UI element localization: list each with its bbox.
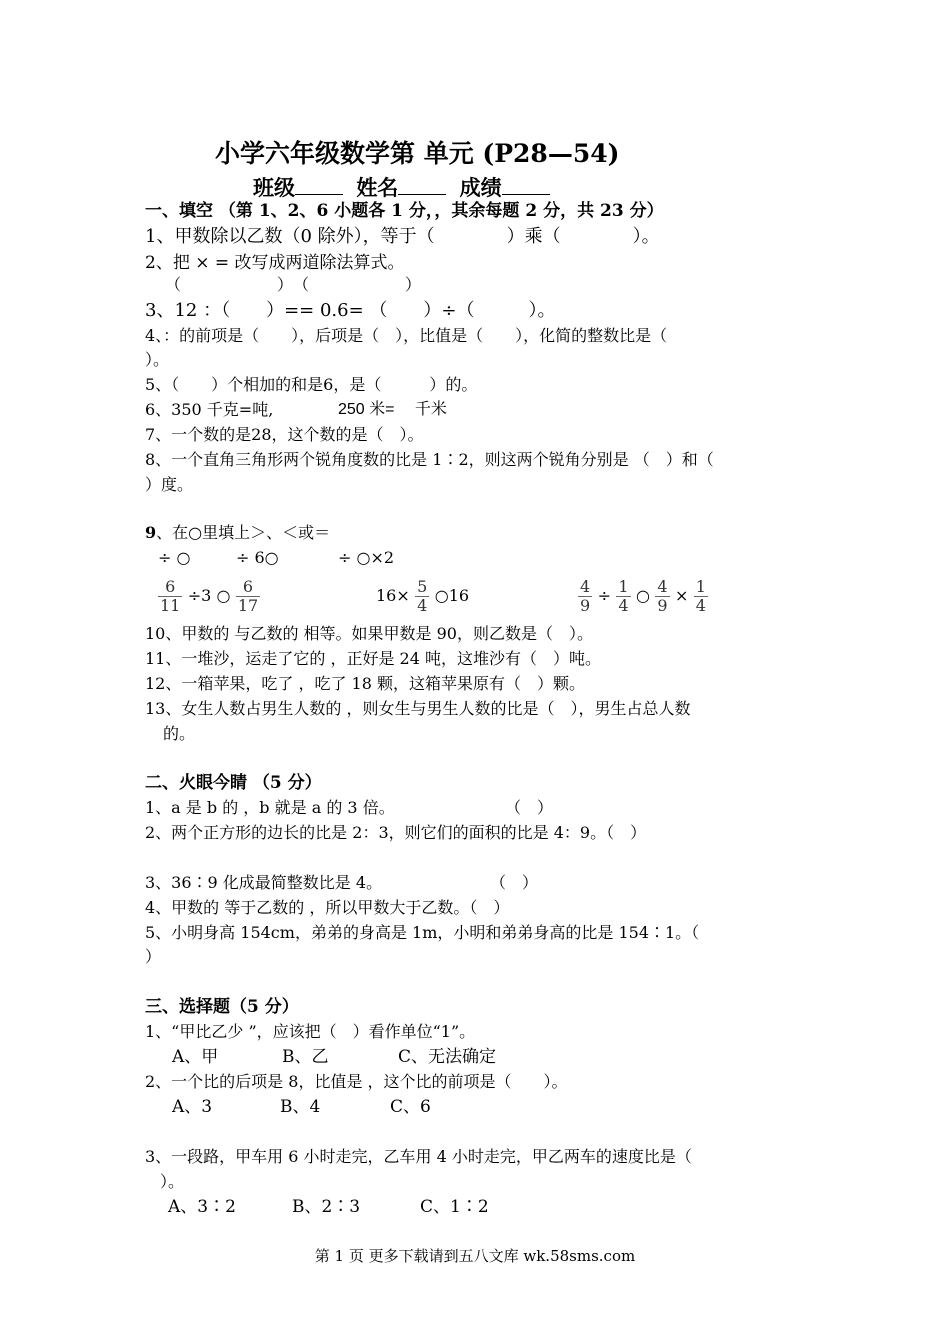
question-1-4: 4、：的前项是（ ），后项是（ ），比值是（ ），化简的整数比是（ xyxy=(145,326,668,345)
question-1-1: 1、甲数除以乙数（0 除外），等于（ ）乘（ ）。 xyxy=(145,226,660,247)
question-1-3: 3、12 ：（ ）== 0.6= （ ）÷（ ）。 xyxy=(145,300,556,321)
section-3-heading: 三、选择题（5 分） xyxy=(145,997,299,1017)
q9-fraction-compare-3: $\frac{4}{9}$ ÷ $\frac{1}{4}$ ○ $\frac{4}{9}$ × $\frac{1}{4}$ xyxy=(580,577,706,615)
fraction: $\frac{1}{4}$ xyxy=(618,577,629,615)
q3-2-option-a[interactable]: A、3 xyxy=(172,1097,213,1117)
question-1-13-cont: 的。 xyxy=(163,724,196,743)
q9-row1-b: ÷ 6○ xyxy=(236,548,279,567)
question-2-1: 1、a 是 b 的 ，b 就是 a 的 3 倍。 xyxy=(145,798,395,817)
question-1-5: 5、（ ）个相加的和是6，是（ ）的。 xyxy=(145,375,478,394)
q3-1-option-a[interactable]: A、甲 xyxy=(172,1047,219,1067)
class-label: 班级 xyxy=(253,175,295,200)
q3-3-option-b[interactable]: B、2∶3 xyxy=(292,1197,361,1217)
fraction: $\frac{5}{4}$ xyxy=(417,577,428,615)
fraction: $\frac{4}{9}$ xyxy=(657,577,668,615)
fraction: $\frac{1}{4}$ xyxy=(695,577,706,615)
q9-fraction-compare-2: 16× $\frac{5}{4}$ ○16 xyxy=(376,577,470,615)
question-2-2: 2、两个正方形的边长的比是 2：3，则它们的面积的比是 4：9。（ ） xyxy=(145,823,647,842)
q9-row1-a: ÷ ○ xyxy=(158,548,191,567)
question-3-1: 1、“甲比乙少 ”，应该把（ ）看作单位“1”。 xyxy=(145,1022,476,1041)
class-blank[interactable] xyxy=(295,176,343,195)
q3-3-option-c[interactable]: C、1∶2 xyxy=(420,1197,489,1217)
q3-1-option-c[interactable]: C、无法确定 xyxy=(398,1047,497,1067)
score-blank[interactable] xyxy=(502,176,550,195)
question-2-1-paren[interactable]: （ ） xyxy=(505,798,554,817)
question-1-12: 12、一箱苹果，吃了 ，吃了 18 颗，这箱苹果原有（ ）颗。 xyxy=(145,674,585,693)
page-footer: 第 1 页 更多下载请到五八文库 wk.58sms.com xyxy=(314,1247,636,1265)
q9-number: 9 xyxy=(145,523,157,542)
question-1-6a: 6、350 千克=吨, xyxy=(145,400,274,419)
question-2-3-paren[interactable]: （ ） xyxy=(490,873,539,892)
question-2-4: 4、甲数的 等于乙数的 ，所以甲数大于乙数。（ ） xyxy=(145,898,510,917)
question-3-3-cont: ）。 xyxy=(160,1172,185,1191)
question-1-4-cont: ）。 xyxy=(145,350,170,369)
fraction: $\frac{4}{9}$ xyxy=(580,577,591,615)
question-1-7: 7、一个数的是28，这个数的是（ ）。 xyxy=(145,425,424,444)
section-2-heading: 二、火眼今睛 （5 分） xyxy=(145,773,322,793)
q3-2-option-c[interactable]: C、6 xyxy=(390,1097,431,1117)
question-1-8-cont: ）度。 xyxy=(145,475,194,494)
q9-fraction-compare-1: $\frac{6}{11}$ ÷3 ○ $\frac{6}{17}$ xyxy=(160,577,259,615)
question-2-5-cont: ） xyxy=(145,947,162,966)
question-1-9 xyxy=(145,522,330,544)
name-blank[interactable] xyxy=(398,176,446,195)
fraction: $\frac{6}{17}$ xyxy=(237,577,259,615)
question-1-2-answer-blanks: （ ） （ ） xyxy=(165,275,422,294)
q9-row1-c: ÷ ○×2 xyxy=(338,548,395,567)
question-1-13: 13、女生人数占男生人数的 ，则女生与男生人数的比是（ ），男生占总人数 xyxy=(145,699,691,718)
question-2-3: 3、36∶9 化成最简整数比是 4。 xyxy=(145,873,383,892)
q9-text: 、在○里填上＞、＜或＝ xyxy=(156,523,331,542)
q3-1-option-b[interactable]: B、乙 xyxy=(282,1047,329,1067)
question-3-3: 3、一段路，甲车用 6 小时走完，乙车用 4 小时走完，甲乙两车的速度比是（ xyxy=(145,1147,692,1166)
question-1-6b: 250 米= 千米 xyxy=(338,401,447,418)
q3-2-option-b[interactable]: B、4 xyxy=(280,1097,321,1117)
name-label: 姓名 xyxy=(356,175,399,200)
section-1-heading: 一、填空 （第 1、2、6 小题各 1 分，，其余每题 2 分，共 23 分） xyxy=(145,201,664,221)
question-1-2: 2、把 × = 改写成两道除法算式。 xyxy=(145,253,405,273)
fraction: $\frac{6}{11}$ xyxy=(160,577,181,615)
page-title: 小学六年级数学第 单元 (P28—54) xyxy=(215,139,620,168)
question-1-8: 8、一个直角三角形两个锐角度数的比是 1∶2，则这两个锐角分别是 （ ）和（ xyxy=(145,450,714,469)
q3-3-option-a[interactable]: A、3∶2 xyxy=(168,1197,236,1217)
question-2-5: 5、小明身高 154cm，弟弟的身高是 1m，小明和弟弟身高的比是 154∶1。（ xyxy=(145,923,700,942)
question-3-2: 2、一个比的后项是 8，比值是 ，这个比的前项是（ ）。 xyxy=(145,1072,568,1091)
question-1-10: 10、甲数的 与乙数的 相等。如果甲数是 90，则乙数是（ ）。 xyxy=(145,624,593,643)
question-1-11: 11、一堆沙，运走了它的 ，正好是 24 吨，这堆沙有（ ）吨。 xyxy=(145,649,601,668)
score-label: 成绩 xyxy=(459,175,502,200)
student-info-line xyxy=(253,172,556,202)
